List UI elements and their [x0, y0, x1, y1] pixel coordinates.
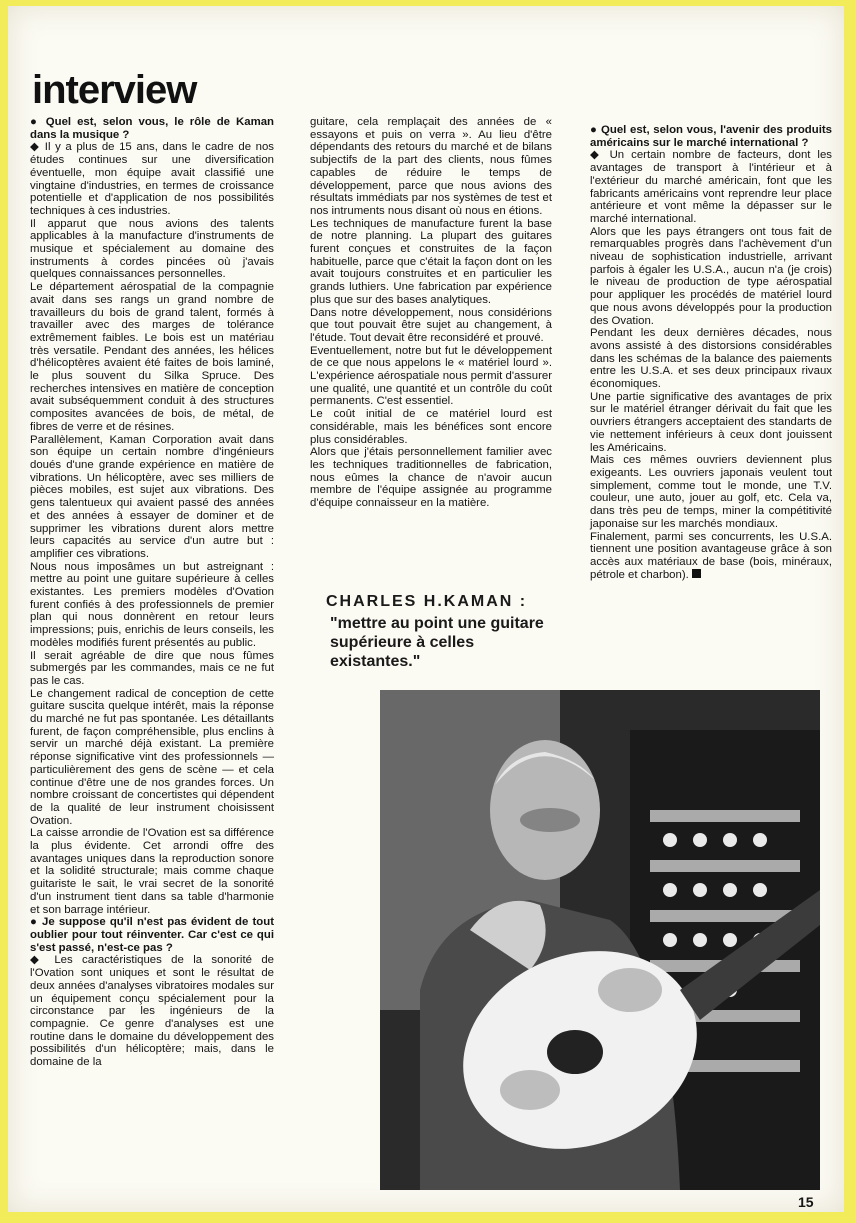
paragraph: Dans notre développement, nous considérions que tout pouvait être sujet au changement, à l'étude. Tout devait être reconsidéré et prouvé.: [310, 306, 552, 344]
paragraph: Le changement radical de conception de cette guitare suscita quelque intérêt, mais la réponse du marché ne fut pas spontanée. Les détaillants furent, de façon compréhensible, plus enclins à servir un marché déjà existant. La première réponse significative vint des professionnels — particulièrement des gens de scène — et cela continue d'être une de nos grandes forces. Un nombre croissant de concertistes qui dépendent de la qualité de leur instrument choisissent Ovation.: [30, 687, 274, 827]
pull-quote-name: CHARLES H.KAMAN :: [326, 593, 528, 610]
paragraph-text: Finalement, parmi ses concurrents, les U.S.A. tiennent une position avantageuse grâce à son accès aux matériaux de base (bois, minéraux, pétrole et charbon).: [590, 530, 832, 581]
paragraph: ◆ Il y a plus de 15 ans, dans le cadre de nos études continues sur une diversification éventuelle, mon équipe avait classifié une vingtaine d'industries, en termes de croissance potentielle et d'application de nos possibilités techniques à ces industries.: [30, 141, 274, 217]
paragraph: Le département aérospatial de la compagnie avait dans ses rangs un grand nombre de travailleurs du bois de grand talent, formés à travailler avec des marges de tolérance extrêmement faibles. Le bois est un matériau très versatile. Pendant des années, les hélices d'hélicoptères avaient été faites de bois laminé, le plus souvent du Silka Spruce. Des recherches intensives en matière de conception avait subséquemment conduit à des structures composites avancées de bois, de métal, de fibres de verre et de résines.: [30, 281, 274, 433]
paragraph: ◆ Les caractéristiques de la sonorité de l'Ovation sont uniques et sont le résultat de deux années d'analyses vibratoires modales sur un équipement conçu spécialement pour la circonstance par les ingénieurs de la compagnie. Ce genre d'analyses est une routine dans le domaine du développement des possibilités d'un hélicoptère; mais, dans le domaine de la: [30, 954, 274, 1069]
paragraph: Les techniques de manufacture furent la base de notre planning. La plupart des guitares furent conçues et construites de la façon habituelle, parce que c'était la façon dont on les avait toujours construites et en particulier les grands luthiers. Une fabrication par expérience plus que sur des bases analytiques.: [310, 217, 552, 306]
column-2: [310, 116, 552, 510]
question: ● Quel est, selon vous, le rôle de Kaman dans la musique ?: [30, 116, 274, 141]
column-3: [590, 124, 832, 581]
paragraph: Nous nous imposâmes un but astreignant : mettre au point une guitare supérieure à celles existantes. Les premiers modèles d'Ovation furent confiés à des professionnels de premier plan qui nous donnèrent en retour leurs impressions; puis, enrichis de leurs conseils, les modèles modifiés furent présentés au public.: [30, 560, 274, 649]
paragraph: Eventuellement, notre but fut le développement de ce que nous appelons le « matériel lourd ». L'expérience aérospatiale nous permit d'assurer une qualité, une quantité et un contrôle du coût permanents. C'est essentiel.: [310, 344, 552, 408]
photo-illustration: [380, 690, 820, 1190]
rubric-title: interview: [32, 68, 197, 112]
pull-quote-text: "mettre au point une guitare supérieure à celles existantes.": [330, 615, 544, 670]
paragraph: Le coût initial de ce matériel lourd est considérable, mais les bénéfices sont encore plus considérables.: [310, 408, 552, 446]
magazine-page: [8, 6, 844, 1212]
paragraph: guitare, cela remplaçait des années de « essayons et puis on verra ». Au lieu d'être dépendants des retours du marché et de bilans subjectifs de la part des clients, nous fûmes capables de réduire le temps de développement, parce que nous avions des résultats immédiats par nos systèmes de test et nos intruments nous disant où nous en étions.: [310, 116, 552, 217]
paragraph: Alors que j'étais personnellement familier avec les techniques traditionnelles de fabrication, nous eûmes la chance de n'avoir aucun membre de l'équipe assignée au programme d'équipe connaisseur en la matière.: [310, 446, 552, 510]
paragraph: Pendant les deux dernières décades, nous avons assisté à des distorsions considérables dans les schémas de la balance des paiements entre les U.S.A. et ses deux principaux rivaux économiques.: [590, 327, 832, 391]
paragraph: Il serait agréable de dire que nous fûmes submergés par les commandes, mais ce ne fut pas le cas.: [30, 649, 274, 687]
photo-man-with-guitar: [380, 690, 820, 1190]
paragraph: Il apparut que nous avions des talents applicables à la manufacture d'instruments de musique et spécialement au domaine des instruments à cordes pincées où j'avais quelques connaissances personnelles.: [30, 217, 274, 281]
page-number: 15: [798, 1194, 814, 1210]
question: ● Je suppose qu'il n'est pas évident de tout oublier pour tout réinventer. Car c'est ce qui s'est passé, n'est-ce pas ?: [30, 916, 274, 954]
paragraph: ◆ Un certain nombre de facteurs, dont les avantages de transport à l'intérieur et à l'extérieur du marché américain, font que les fabricants américains vont reprendre leur place antérieure et vont même la dépasser sur le marché international.: [590, 149, 832, 225]
paragraph: Alors que les pays étrangers ont tous fait de remarquables progrès dans l'achèvement d'un niveau de sophistication industrielle, arrivant parfois à égaler les U.S.A., aucun n'a (je crois) le niveau de production de type aérospatial pour appliquer les procédés de matériel lourd que nous avons développés pour la production des Ovation.: [590, 225, 832, 327]
end-of-article-mark: [692, 569, 701, 578]
paragraph: Une partie significative des avantages de prix sur le matériel étranger dérivait du fait que les ouvriers étrangers acceptaient des standarts de vie nettement inférieurs à ceux dont jouissent les Américains.: [590, 390, 832, 454]
question: ● Quel est, selon vous, l'avenir des produits américains sur le marché international ?: [590, 124, 832, 149]
paragraph: Mais ces mêmes ouvriers deviennent plus exigeants. Les ouvriers japonais veulent tout simplement, comme tout le monde, une T.V. couleur, une auto, jouer au golf, etc. Cela va, dans très peu de temps, miner la compétitivité japonaise sur les marchés mondiaux.: [590, 454, 832, 530]
paragraph: Parallèlement, Kaman Corporation avait dans son équipe un certain nombre d'ingénieurs doués d'une grande expérience en matière de vibrations. Un hélicoptère, avec ses milliers de pièces mobiles, est sujet aux vibrations. Des gens talentueux qui avaient passé des années et des années à essayer de dominer et de supprimer les vibrations durent alors mettre leurs capacités au service d'un autre but : amplifier ces vibrations.: [30, 433, 274, 560]
column-1: [30, 116, 274, 1069]
paragraph-last: [590, 531, 832, 582]
paragraph: La caisse arrondie de l'Ovation est sa différence la plus évidente. Cet arrondi offre des avantages uniques dans la reproduction sonore et la solidité structurale; mais comme chaque guitariste le sait, le vrai secret de la sonorité d'un instrument tient dans sa table d'harmonie et son barrage intérieur.: [30, 827, 274, 916]
